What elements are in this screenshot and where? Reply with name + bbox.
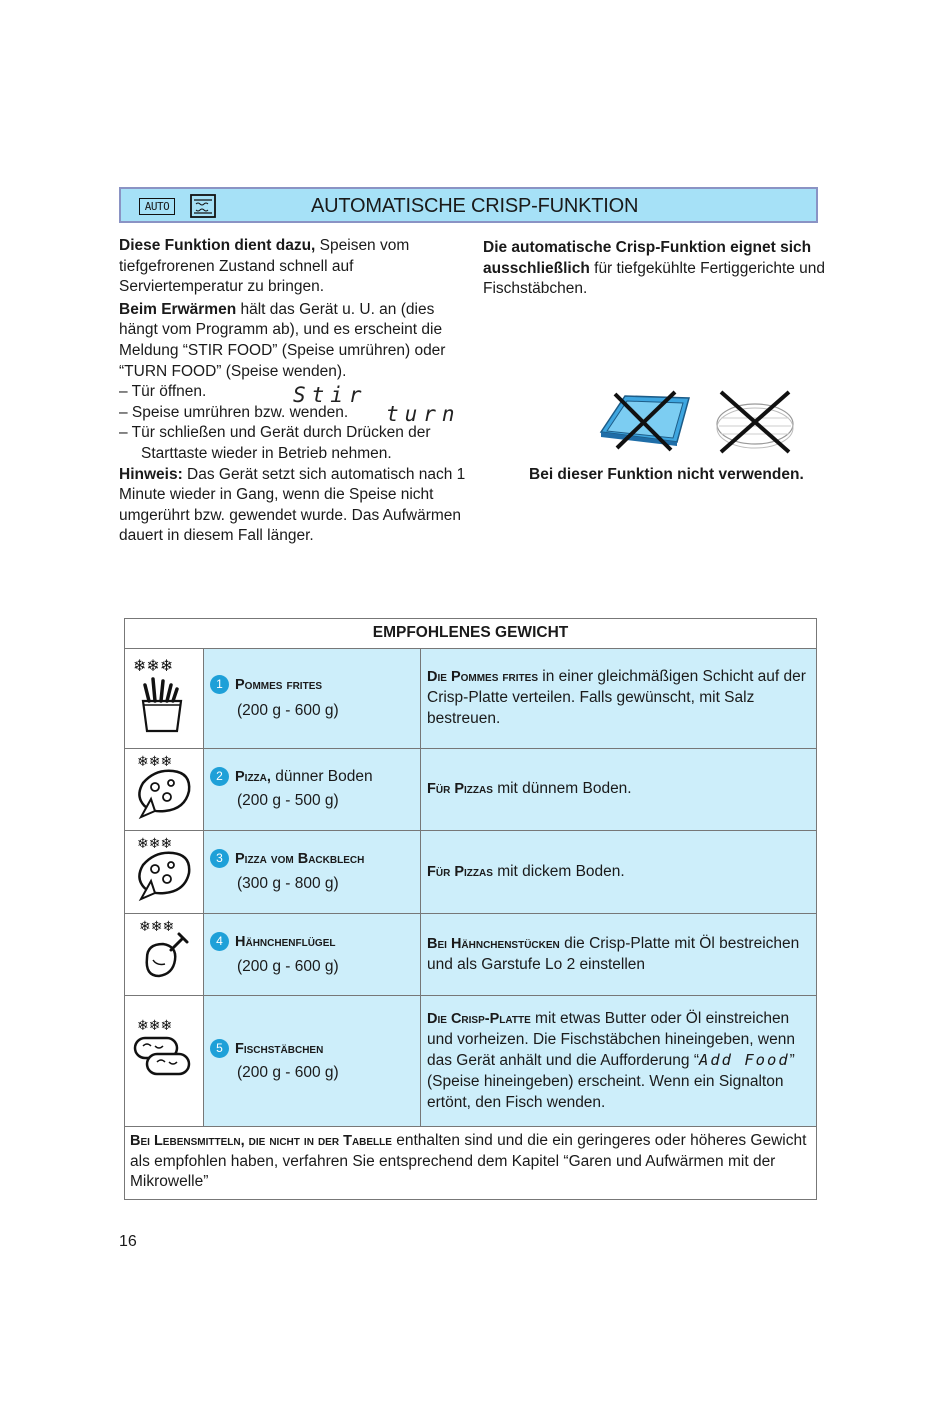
food-name-cell bbox=[204, 649, 421, 749]
food-icon-cell bbox=[125, 748, 204, 831]
table-header-row bbox=[125, 619, 817, 649]
food-name: Pizza vom Backblech bbox=[235, 851, 365, 868]
crossed-rack-icon bbox=[717, 392, 793, 452]
auto-label: AUTO bbox=[139, 198, 175, 215]
step-close-door: – Tür schließen und Gerät durch Drücken der bbox=[119, 424, 431, 442]
pizza-icon bbox=[125, 749, 203, 824]
instruction-cell: Die Crisp-Platte mit etwas Butter oder Öl einstreichen und vorheizen. Die Fischstäbchen hineingeben, wenn das Gerät anhält und die Aufforderung “Add Food” (Speise hineingeben) erscheint. Wenn ein Signalton ertönt, den Fisch wenden. bbox=[421, 996, 817, 1127]
food-name-cell bbox=[204, 913, 421, 996]
weight-range: (300 g - 800 g) bbox=[237, 874, 339, 892]
food-icon-cell bbox=[125, 649, 204, 749]
table-row bbox=[125, 831, 817, 914]
instruction-cell: Die Pommes frites in einer gleichmäßigen Schicht auf der Crisp-Platte verteilen. Falls gewünscht, mit Salz bestreuen. bbox=[421, 649, 817, 749]
right-column bbox=[483, 238, 833, 300]
crisp-oven-icon bbox=[189, 193, 217, 219]
pizza-icon bbox=[125, 831, 203, 906]
recommended-weight-table bbox=[124, 618, 817, 1200]
step-open-door: – Tür öffnen. bbox=[119, 383, 207, 401]
not-allowed-icons bbox=[597, 388, 797, 454]
number-badge: 1 bbox=[210, 675, 229, 694]
instruction-cell: Bei Hähnchenstücken die Crisp-Platte mit Öl bestreichen und als Garstufe Lo 2 einstellen bbox=[421, 913, 817, 996]
frozen-snowflake-icon: ❄❄❄ bbox=[133, 656, 174, 675]
number-badge: 2 bbox=[210, 767, 229, 786]
intro-paragraph: Diese Funktion dient dazu, Speisen vom tiefgefrorenen Zustand schnell auf Serviertemperatur zu bringen. bbox=[119, 237, 410, 296]
suitability-paragraph: Die automatische Crisp-Funktion eignet sich ausschließlich für tiefgekühlte Fertiggerichte und Fischstäbchen. bbox=[483, 239, 826, 298]
step-close-door-cont: Starttaste wieder in Betrieb nehmen. bbox=[141, 444, 392, 462]
food-name-cell bbox=[204, 831, 421, 914]
heating-paragraph: Beim Erwärmen hält das Gerät u. U. an (dies hängt vom Programm ab), und es erscheint die Meldung “STIR FOOD” (Speise umrühren) oder “TURN FOOD” (Speise wenden). bbox=[119, 300, 446, 380]
frozen-snowflake-icon: ❄❄❄ bbox=[137, 753, 173, 770]
food-icon-cell bbox=[125, 831, 204, 914]
food-name-cell bbox=[204, 996, 421, 1127]
food-name: Pizza, bbox=[235, 768, 271, 785]
table-header: EMPFOHLENES GEWICHT bbox=[125, 619, 817, 649]
table-row bbox=[125, 996, 817, 1127]
crossed-tray-icon bbox=[601, 392, 689, 450]
warning-text: Bei dieser Funktion nicht verwenden. bbox=[529, 466, 804, 483]
table-footer-note: Bei Lebensmitteln, die nicht in der Tabelle enthalten sind und die ein geringeres oder höheres Gewicht als empfohlen haben, verfahren Sie entsprechend dem Kapitel “Garen und Aufwärmen mit der Mikrowelle” bbox=[125, 1126, 817, 1199]
page-number: 16 bbox=[119, 1233, 137, 1250]
hint-paragraph: Hinweis: Das Gerät setzt sich automatisch nach 1 Minute wieder in Gang, wenn die Speise nicht umgerührt bzw. gewendet wurde. Das Aufwärmen dauert in diesem Fall länger. bbox=[119, 465, 466, 545]
instruction-cell: Für Pizzas mit dünnem Boden. bbox=[421, 748, 817, 831]
table-row bbox=[125, 913, 817, 996]
table-row bbox=[125, 649, 817, 749]
fish-sticks-icon bbox=[125, 996, 203, 1119]
number-badge: 3 bbox=[210, 849, 229, 868]
food-name-cell: 2 Pizza, dünner Boden (200 g - 500 g) bbox=[204, 748, 421, 831]
chicken-icon bbox=[125, 914, 203, 989]
instruction-cell: Für Pizzas mit dickem Boden. bbox=[421, 831, 817, 914]
fries-icon bbox=[125, 649, 203, 741]
weight-range: (200 g - 600 g) bbox=[237, 1064, 339, 1082]
page-title: AUTOMATISCHE CRISP-FUNKTION bbox=[311, 195, 639, 217]
table-footer-row bbox=[125, 1126, 817, 1199]
food-name: Fischstäbchen bbox=[235, 1040, 324, 1057]
frozen-snowflake-icon: ❄❄❄ bbox=[137, 836, 173, 853]
step-stir: – Speise umrühren bzw. wenden. bbox=[119, 403, 349, 421]
food-name: Pommes frites bbox=[235, 676, 323, 693]
lcd-turn-display: turn bbox=[386, 402, 461, 426]
food-icon-cell bbox=[125, 913, 204, 996]
table-row bbox=[125, 748, 817, 831]
frozen-snowflake-icon: ❄❄❄ bbox=[139, 918, 175, 935]
frozen-snowflake-icon: ❄❄❄ bbox=[137, 1018, 173, 1035]
lcd-add-food: Add Food bbox=[699, 1051, 790, 1070]
weight-range: (200 g - 600 g) bbox=[237, 957, 339, 975]
number-badge: 5 bbox=[210, 1039, 229, 1058]
lcd-stir-display: Stir bbox=[293, 383, 368, 407]
number-badge: 4 bbox=[210, 932, 229, 951]
section-header-bar bbox=[119, 187, 818, 223]
food-name: Hähnchenflügel bbox=[235, 933, 336, 950]
food-icon-cell bbox=[125, 996, 204, 1127]
weight-range: (200 g - 600 g) bbox=[237, 702, 339, 720]
weight-range: (200 g - 500 g) bbox=[237, 792, 339, 810]
